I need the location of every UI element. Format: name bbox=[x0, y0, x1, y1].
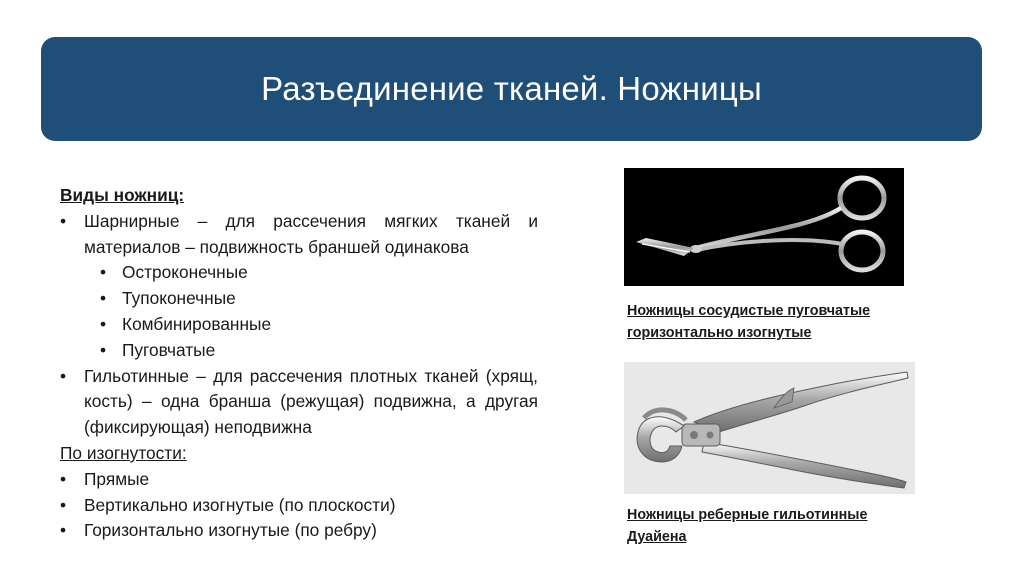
caption-line: Дуайена bbox=[627, 529, 687, 545]
caption-rib-shears bbox=[627, 504, 867, 548]
list-item-hinged: • Шарнирные – для рассечения мягких тканей и материалов – подвижность браншей одинакова bbox=[60, 209, 538, 261]
sub-item: • Тупоконечные bbox=[60, 286, 538, 312]
caption-line: Ножницы сосудистые пуговчатые bbox=[627, 303, 871, 319]
text-content bbox=[60, 183, 538, 544]
list-item-guillotine: • Гильотинные – для рассечения плотных тканей (хрящ, кость) – одна бранша (режущая) подвижна, а другая (фиксирующая) неподвижна bbox=[60, 364, 538, 441]
caption-line: Ножницы реберные гильотинные bbox=[627, 507, 868, 523]
list-item: • Вертикально изогнутые (по плоскости) bbox=[60, 493, 538, 519]
vascular-scissors-image bbox=[624, 168, 904, 286]
caption-vascular-scissors bbox=[627, 300, 870, 344]
sub-item: • Остроконечные bbox=[60, 260, 538, 286]
types-heading: Виды ножниц: bbox=[60, 185, 185, 205]
rib-shears-image bbox=[624, 362, 915, 494]
slide-title: Разъединение тканей. Ножницы bbox=[261, 70, 762, 107]
list-item: • Горизонтально изогнутые (по ребру) bbox=[60, 518, 538, 544]
title-bar bbox=[41, 37, 982, 141]
list-item: • Прямые bbox=[60, 467, 538, 493]
sub-item: • Комбинированные bbox=[60, 312, 538, 338]
sub-item: • Пуговчатые bbox=[60, 338, 538, 364]
caption-line: горизонтально изогнутые bbox=[627, 325, 812, 341]
curvature-heading: По изогнутости: bbox=[60, 442, 187, 463]
